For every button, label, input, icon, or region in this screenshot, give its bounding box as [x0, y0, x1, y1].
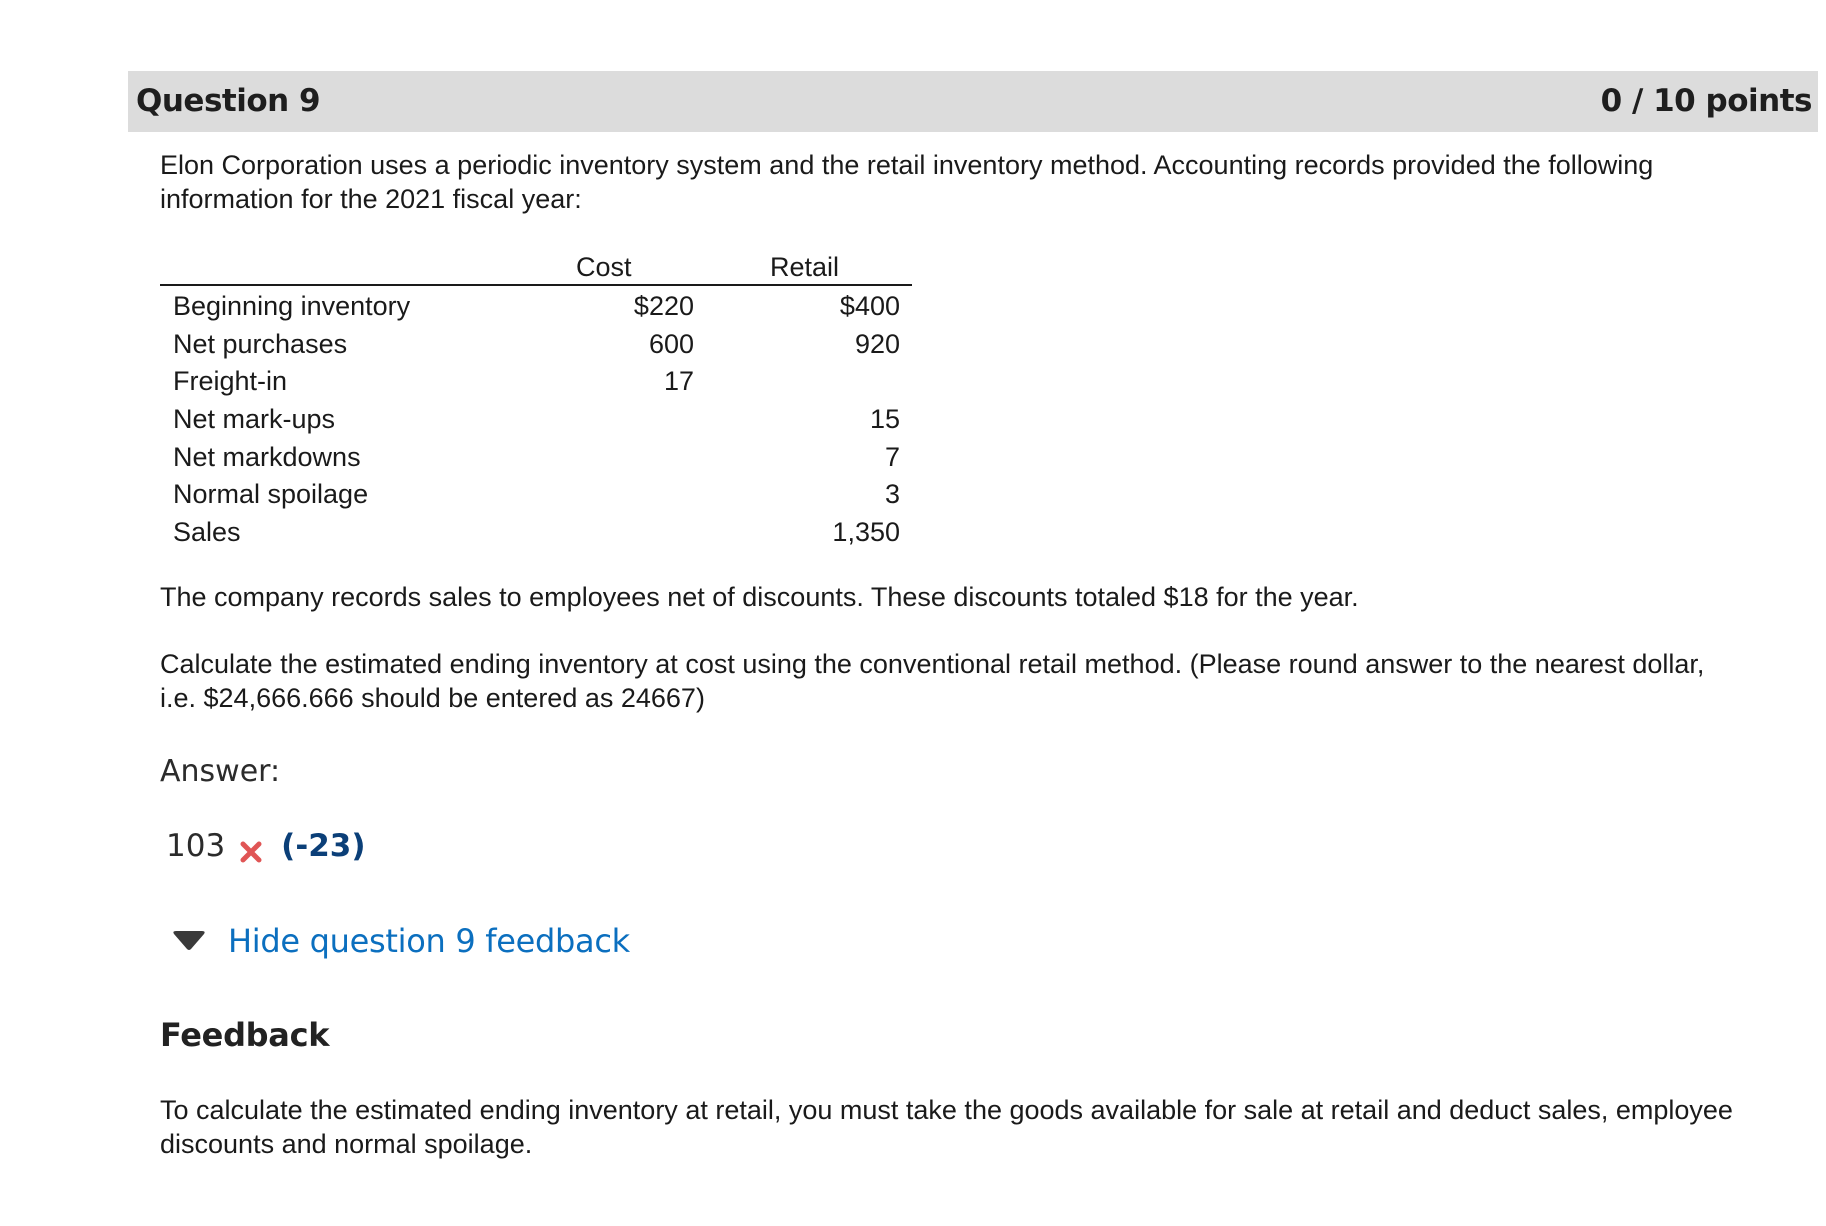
table-row: [160, 514, 912, 552]
row-label: Net purchases: [173, 328, 348, 359]
inventory-table: [160, 250, 912, 552]
question-intro: Elon Corporation uses a periodic inventory system and the retail inventory method. Accounting records provided the following information for the 2021 fiscal year:: [160, 150, 1654, 214]
row-cost: $220: [633, 291, 694, 321]
table-row: [160, 288, 912, 326]
answer-label: Answer:: [160, 754, 281, 789]
row-retail: 3: [884, 479, 900, 510]
column-header-retail: Retail: [770, 252, 840, 282]
row-label: Sales: [173, 517, 241, 548]
triangle-down-icon: [172, 931, 206, 951]
table-header: [160, 250, 912, 286]
answer-row: [166, 824, 366, 868]
question-points: 0 / 10 points: [1600, 83, 1812, 119]
table-row: [160, 401, 912, 439]
row-label: Net mark-ups: [173, 404, 336, 435]
correct-answer: (-23): [281, 828, 366, 864]
table-row: [160, 326, 912, 364]
hide-feedback-link[interactable]: Hide question 9 feedback: [228, 922, 630, 960]
feedback-text: To calculate the estimated ending inventory at retail, you must take the goods available for sale at retail and deduct sales, employee discounts and normal spoilage.: [160, 1095, 1733, 1159]
row-retail: $400: [839, 291, 900, 321]
question-note: The company records sales to employees net of discounts. These discounts totaled $18 for the year.: [160, 582, 1359, 612]
row-cost: 600: [648, 328, 694, 359]
row-retail: 15: [869, 404, 900, 435]
row-label: Beginning inventory: [173, 291, 411, 321]
row-retail: 920: [854, 328, 900, 359]
row-retail: 1,350: [832, 517, 900, 548]
incorrect-x-icon: [239, 836, 263, 860]
feedback-heading: Feedback: [160, 1016, 330, 1054]
question-title: Question 9: [136, 83, 321, 119]
answer-value: 103: [166, 828, 226, 864]
table-row: [160, 476, 912, 514]
row-retail: 7: [884, 441, 900, 472]
table-row: [160, 363, 912, 401]
question-instruction: Calculate the estimated ending inventory at cost using the conventional retail method. (Please round answer to the nearest dollar, i.e. $24,666.666 should be entered as 24667): [160, 649, 1705, 713]
row-cost: 17: [663, 366, 694, 397]
row-label: Freight-in: [173, 366, 288, 397]
table-row: [160, 439, 912, 477]
row-label: Normal spoilage: [173, 479, 369, 510]
question-header: [128, 71, 1818, 132]
table-body: [160, 286, 912, 552]
column-header-cost: Cost: [576, 252, 632, 282]
hide-feedback-toggle[interactable]: [172, 922, 630, 960]
row-label: Net markdowns: [173, 441, 361, 472]
